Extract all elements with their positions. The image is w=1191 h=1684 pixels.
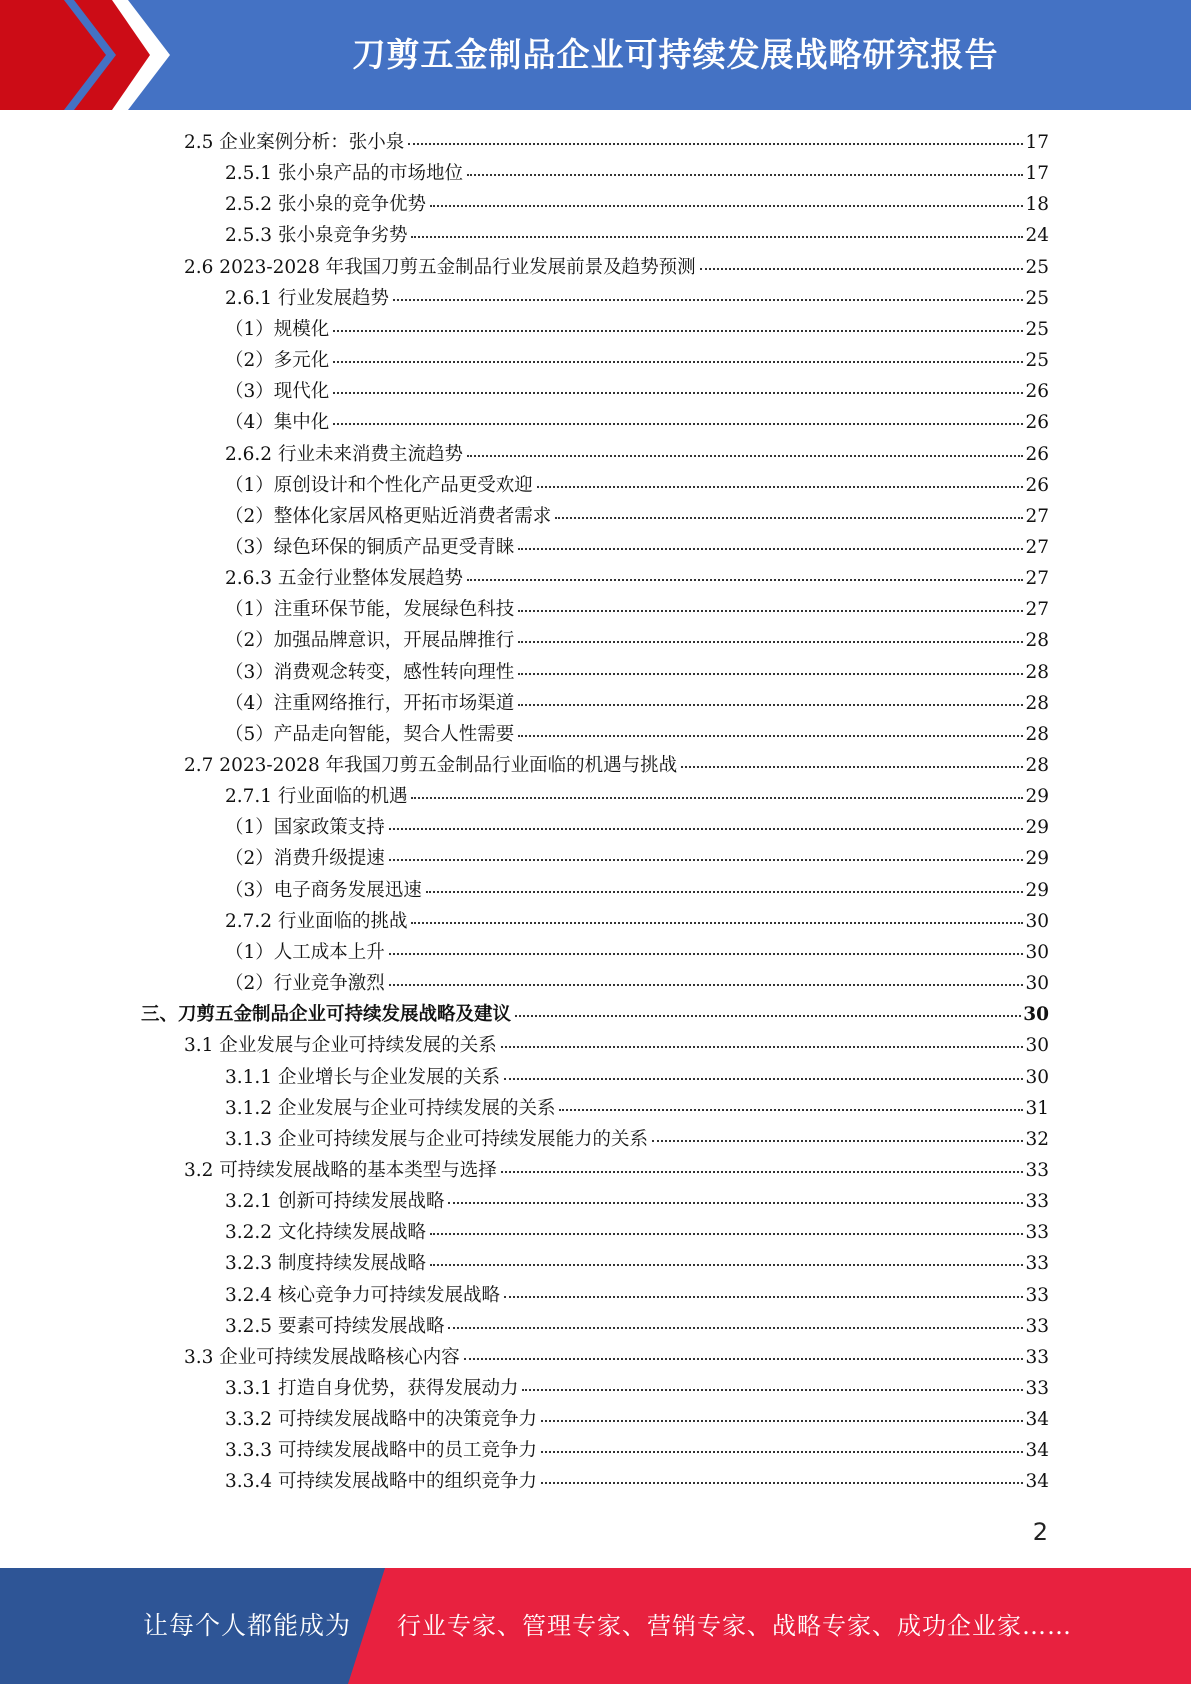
toc-entry-title: 3.1.3 企业可持续发展与企业可持续发展能力的关系	[225, 1128, 648, 1150]
toc-entry-page: 28	[1025, 661, 1049, 683]
toc-dot-leader	[333, 361, 1023, 363]
toc-dot-leader	[448, 1202, 1023, 1204]
toc-entry[interactable]	[225, 532, 1049, 563]
toc-entry-page: 27	[1025, 599, 1049, 621]
toc-entry-title: （2）行业竞争激烈	[225, 973, 385, 995]
toc-entry-title: 3.2.5 要素可持续发展战略	[225, 1315, 445, 1337]
toc-entry[interactable]	[184, 1342, 1049, 1373]
toc-entry-title: 2.6.3 五金行业整体发展趋势	[225, 568, 463, 590]
toc-entry-page: 26	[1025, 381, 1049, 403]
header-banner	[0, 0, 1191, 110]
toc-entry-page: 33	[1025, 1346, 1049, 1368]
toc-entry-title: 2.5.1 张小泉产品的市场地位	[225, 163, 463, 185]
toc-entry[interactable]	[225, 470, 1049, 501]
toc-entry-title: 3.3.1 打造自身优势，获得发展动力	[225, 1378, 519, 1399]
toc-entry-title: （4）注重网络推行，开拓市场渠道	[225, 692, 515, 714]
toc-dot-leader	[518, 735, 1023, 737]
toc-entry-page: 27	[1025, 536, 1049, 558]
footer-banner	[0, 1568, 1191, 1684]
toc-dot-leader	[430, 205, 1023, 207]
toc-entry[interactable]	[225, 1373, 1049, 1404]
toc-entry-page: 24	[1025, 225, 1049, 247]
footer-slogan-right: 行业专家、管理专家、营销专家、战略专家、成功企业家……	[397, 1612, 1072, 1640]
toc-entry[interactable]	[225, 843, 1049, 874]
toc-entry-page: 28	[1025, 723, 1049, 745]
toc-entry-title: （1）规模化	[225, 318, 330, 340]
toc-entry[interactable]	[184, 750, 1049, 781]
toc-entry[interactable]	[225, 407, 1049, 438]
toc-entry[interactable]	[225, 1217, 1049, 1248]
toc-entry[interactable]	[225, 812, 1049, 843]
toc-entry-page: 33	[1025, 1378, 1049, 1399]
toc-entry-title: 2.5.2 张小泉的竞争优势	[225, 194, 426, 216]
toc-entry[interactable]	[225, 781, 1049, 812]
toc-dot-leader	[389, 859, 1024, 861]
toc-dot-leader	[555, 517, 1023, 519]
toc-entry[interactable]	[225, 937, 1049, 968]
toc-entry-title: 3.3.3 可持续发展战略中的员工竞争力	[225, 1440, 537, 1462]
toc-entry-page: 26	[1025, 412, 1049, 434]
toc-entry-page: 31	[1025, 1097, 1049, 1119]
toc-entry-page: 17	[1025, 132, 1049, 153]
toc-dot-leader	[430, 1264, 1023, 1266]
toc-entry-title: （3）绿色环保的铜质产品更受青睐	[225, 536, 515, 558]
toc-dot-leader	[681, 766, 1023, 768]
toc-dot-leader	[411, 236, 1023, 238]
toc-entry-title: （2）加强品牌意识，开展品牌推行	[225, 630, 515, 652]
toc-entry-page: 29	[1025, 786, 1049, 808]
toc-entry-page: 28	[1025, 630, 1049, 652]
toc-entry[interactable]	[225, 1435, 1049, 1466]
toc-entry-title: （1）注重环保节能，发展绿色科技	[225, 599, 515, 621]
toc-dot-leader	[652, 1140, 1023, 1142]
toc-entry-page: 25	[1025, 287, 1049, 309]
toc-entry-title: 3.2.3 制度持续发展战略	[225, 1253, 426, 1275]
toc-dot-leader	[333, 392, 1023, 394]
toc-entry[interactable]	[225, 1280, 1049, 1311]
toc-dot-leader	[501, 1046, 1024, 1048]
toc-entry-title: 2.5 企业案例分析：张小泉	[184, 132, 405, 153]
toc-entry-page: 30	[1025, 910, 1049, 932]
toc-entry-page: 29	[1025, 817, 1049, 839]
toc-entry-page: 30	[1025, 973, 1049, 995]
toc-entry[interactable]	[225, 345, 1049, 376]
toc-dot-leader	[518, 641, 1023, 643]
toc-entry-title: 3.3 企业可持续发展战略核心内容	[184, 1346, 460, 1368]
toc-entry-title: 三、刀剪五金制品企业可持续发展战略及建议	[141, 1004, 512, 1026]
toc-entry[interactable]	[141, 999, 1049, 1030]
toc-entry[interactable]	[225, 1311, 1049, 1342]
toc-entry-page: 26	[1025, 443, 1049, 465]
toc-entry-page: 29	[1025, 848, 1049, 870]
toc-entry-page: 18	[1025, 194, 1049, 216]
toc-entry-page: 28	[1025, 692, 1049, 714]
toc-entry[interactable]	[225, 1124, 1049, 1155]
toc-entry[interactable]	[225, 906, 1049, 937]
toc-dot-leader	[389, 953, 1024, 955]
toc-dot-leader	[333, 330, 1023, 332]
toc-entry-title: 3.2.1 创新可持续发展战略	[225, 1191, 445, 1213]
toc-entry[interactable]	[225, 563, 1049, 594]
toc-entry-title: 2.7.2 行业面临的挑战	[225, 910, 408, 932]
toc-entry-page: 25	[1025, 318, 1049, 340]
toc-dot-leader	[522, 1389, 1023, 1391]
toc-entry[interactable]	[225, 189, 1049, 220]
toc-entry-title: 3.3.2 可持续发展战略中的决策竞争力	[225, 1409, 537, 1431]
toc-dot-leader	[411, 922, 1023, 924]
toc-entry-title: （4）集中化	[225, 412, 330, 434]
toc-dot-leader	[448, 1327, 1023, 1329]
toc-entry-page: 25	[1025, 256, 1049, 278]
toc-entry[interactable]	[225, 1186, 1049, 1217]
toc-entry-page: 34	[1025, 1471, 1049, 1493]
toc-dot-leader	[389, 984, 1024, 986]
report-title: 刀剪五金制品企业可持续发展战略研究报告	[352, 34, 999, 74]
toc-dot-leader	[501, 1171, 1024, 1173]
toc-entry[interactable]	[225, 625, 1049, 656]
toc-dot-leader	[559, 1109, 1023, 1111]
toc-entry[interactable]	[225, 1093, 1049, 1124]
toc-entry[interactable]	[184, 1155, 1049, 1186]
toc-entry-title: 3.1.1 企业增长与企业发展的关系	[225, 1066, 500, 1088]
page-number: 2	[1032, 1518, 1048, 1546]
toc-entry-page: 33	[1025, 1284, 1049, 1306]
toc-dot-leader	[518, 673, 1023, 675]
toc-dot-leader	[467, 455, 1023, 457]
toc-entry[interactable]	[225, 376, 1049, 407]
toc-entry-page: 26	[1025, 474, 1049, 496]
toc-dot-leader	[408, 143, 1023, 145]
toc-entry[interactable]	[225, 220, 1049, 251]
toc-entry-title: 3.2.4 核心竞争力可持续发展战略	[225, 1284, 500, 1306]
toc-dot-leader	[537, 486, 1024, 488]
header-arrow-decoration	[0, 0, 170, 110]
toc-dot-leader	[541, 1482, 1023, 1484]
toc-entry[interactable]	[225, 594, 1049, 625]
toc-entry-title: （2）消费升级提速	[225, 848, 385, 870]
toc-dot-leader	[333, 423, 1023, 425]
toc-entry-title: 2.6 2023-2028 年我国刀剪五金制品行业发展前景及趋势预测	[184, 256, 696, 278]
toc-dot-leader	[515, 1015, 1021, 1017]
footer-slogan-left: 让每个人都能成为	[143, 1611, 352, 1640]
toc-entry[interactable]	[225, 439, 1049, 470]
toc-entry[interactable]	[184, 1030, 1049, 1061]
toc-entry-page: 30	[1025, 1066, 1049, 1088]
toc-dot-leader	[541, 1420, 1023, 1422]
toc-dot-leader	[504, 1078, 1023, 1080]
toc-entry-page: 33	[1025, 1315, 1049, 1337]
toc-entry[interactable]	[225, 719, 1049, 750]
toc-entry-title: （1）原创设计和个性化产品更受欢迎	[225, 474, 533, 496]
toc-entry-title: （3）消费观念转变，感性转向理性	[225, 661, 515, 683]
toc-dot-leader	[464, 1358, 1024, 1360]
toc-entry-page: 33	[1025, 1253, 1049, 1275]
toc-entry-title: 2.6.2 行业未来消费主流趋势	[225, 443, 463, 465]
toc-entry-page: 29	[1025, 879, 1049, 901]
toc-dot-leader	[467, 579, 1023, 581]
toc-entry-page: 34	[1025, 1409, 1049, 1431]
toc-dot-leader	[518, 548, 1023, 550]
toc-entry[interactable]	[184, 252, 1049, 283]
toc-dot-leader	[700, 268, 1024, 270]
toc-entry-page: 33	[1025, 1191, 1049, 1213]
toc-entry-title: （2）整体化家居风格更贴近消费者需求	[225, 505, 552, 527]
toc-entry[interactable]	[225, 501, 1049, 532]
toc-entry[interactable]	[225, 283, 1049, 314]
toc-entry-page: 27	[1025, 568, 1049, 590]
toc-dot-leader	[518, 704, 1023, 706]
toc-entry-page: 17	[1025, 163, 1049, 185]
toc-entry-title: 2.7 2023-2028 年我国刀剪五金制品行业面临的机遇与挑战	[184, 755, 678, 776]
toc-entry-page: 27	[1025, 505, 1049, 527]
toc-entry-title: （5）产品走向智能，契合人性需要	[225, 723, 515, 745]
toc-entry-title: （1）国家政策支持	[225, 817, 385, 839]
toc-entry[interactable]	[225, 1404, 1049, 1435]
toc-dot-leader	[426, 891, 1024, 893]
toc-dot-leader	[504, 1296, 1023, 1298]
toc-entry-title: 3.2.2 文化持续发展战略	[225, 1222, 426, 1244]
toc-entry-title: 3.1 企业发展与企业可持续发展的关系	[184, 1035, 497, 1057]
toc-entry-title: 2.6.1 行业发展趋势	[225, 287, 389, 309]
toc-entry-page: 25	[1025, 350, 1049, 372]
toc-entry-title: （2）多元化	[225, 350, 330, 372]
toc-entry-title: （3）电子商务发展迅速	[225, 879, 422, 901]
toc-entry[interactable]	[225, 1466, 1049, 1497]
toc-dot-leader	[389, 828, 1024, 830]
toc-entry-page: 33	[1025, 1159, 1049, 1181]
toc-entry-page: 30	[1023, 1004, 1049, 1026]
toc-entry[interactable]	[225, 1062, 1049, 1093]
toc-dot-leader	[541, 1451, 1023, 1453]
toc-entry[interactable]	[225, 657, 1049, 688]
toc-dot-leader	[467, 174, 1023, 176]
toc-entry[interactable]	[225, 968, 1049, 999]
toc-dot-leader	[518, 610, 1023, 612]
toc-entry-title: （1）人工成本上升	[225, 941, 385, 963]
toc-entry[interactable]	[225, 875, 1049, 906]
toc-dot-leader	[411, 797, 1023, 799]
toc-entry-title: 2.5.3 张小泉竞争劣势	[225, 225, 408, 247]
toc-dot-leader	[430, 1233, 1023, 1235]
toc-entry-title: 2.7.1 行业面临的机遇	[225, 786, 408, 808]
toc-entry-title: 3.3.4 可持续发展战略中的组织竞争力	[225, 1471, 537, 1493]
toc-entry[interactable]	[225, 688, 1049, 719]
toc-dot-leader	[393, 299, 1023, 301]
toc-entry-page: 34	[1025, 1440, 1049, 1462]
toc-entry-page: 28	[1025, 755, 1049, 776]
toc-entry[interactable]	[225, 1248, 1049, 1279]
toc-entry-page: 33	[1025, 1222, 1049, 1244]
toc-entry[interactable]	[225, 314, 1049, 345]
toc-entry-title: 3.1.2 企业发展与企业可持续发展的关系	[225, 1097, 556, 1119]
toc-entry[interactable]	[225, 158, 1049, 189]
toc-entry-page: 32	[1025, 1128, 1049, 1150]
toc-entry-title: （3）现代化	[225, 381, 330, 403]
toc-entry-page: 30	[1025, 1035, 1049, 1057]
toc-entry[interactable]	[184, 127, 1049, 158]
toc-entry-title: 3.2 可持续发展战略的基本类型与选择	[184, 1159, 497, 1181]
toc-entry-page: 30	[1025, 941, 1049, 963]
